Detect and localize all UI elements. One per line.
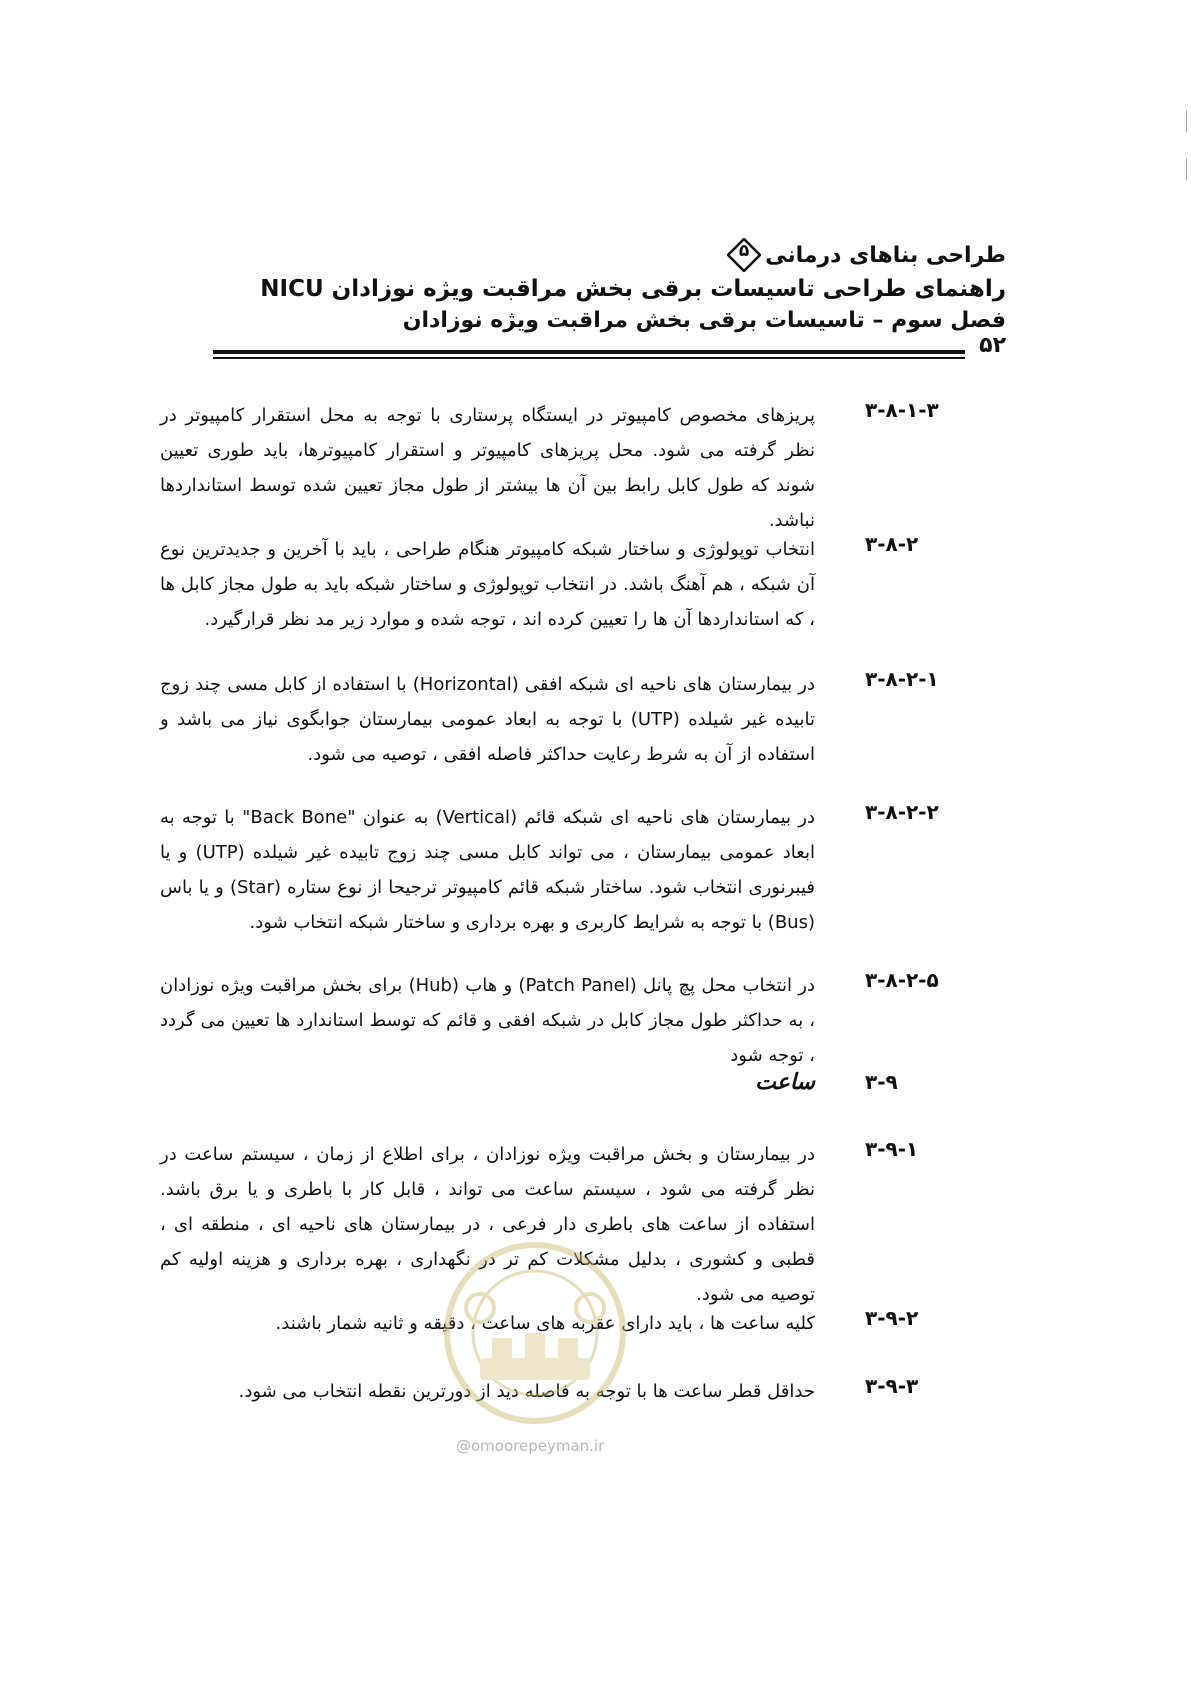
section-number: ۳-۹-۳	[865, 1374, 919, 1398]
section-number: ۳-۸-۲-۲	[865, 800, 939, 824]
header-rule-thin	[213, 357, 965, 359]
watermark-url: @omoorepeyman.ir	[456, 1437, 605, 1455]
section-number: ۳-۹	[865, 1070, 898, 1094]
section-number: ۳-۸-۱-۳	[865, 398, 939, 422]
section-3-8-1-3	[160, 398, 995, 531]
section-text: پریزهای مخصوص کامپیوتر در ایستگاه پرستاری با توجه به محل استقرار کامپیوتر در نظر گرفته می شود. محل پریزهای کامپیوتر و استقرار کامپیوترها، باید طوری تعیین شوند که طول کابل رابط بین آن ها بیشتر از طول مجاز تعیین شده توسط استانداردها نباشد.	[160, 405, 815, 531]
section-text: حداقل قطر ساعت ها با توجه به فاصله دید از دورترین نقطه انتخاب می شود.	[238, 1381, 815, 1402]
section-heading: ساعت	[755, 1070, 815, 1095]
series-badge-icon	[727, 238, 761, 272]
section-3-8-2	[160, 532, 995, 642]
page-header	[260, 238, 1006, 358]
header-rule-thick	[213, 350, 965, 354]
section-text: در بیمارستان های ناحیه ای شبکه قائم (Vertical) به عنوان "Back Bone" با توجه به ابعاد عمومی بیمارستان ، می تواند کابل مسی چند زوج تابیده غیر شیلده (UTP) و یا فیبرنوری انتخاب شود. ساختار شبکه قائم کامپیوتر ترجیحا از نوع ستاره (Star) و یا باس (Bus) با توجه به شرایط کاربری و بهره برداری و ساختار شبکه انتخاب شود.	[160, 807, 816, 933]
series-badge-number: ۵	[738, 241, 750, 261]
scan-edge-mark	[1186, 158, 1187, 180]
section-text: در بیمارستان های ناحیه ای شبکه افقی (Horizontal) با استفاده از کابل مسی چند زوج تابیده غیر شیلده (UTP) با توجه به ابعاد عمومی بیمارستان جوابگوی نیاز می باشد و استفاده از آن به شرط رعایت حداکثر فاصله افقی ، توصیه می شود.	[160, 674, 815, 765]
section-3-8-2-5	[160, 968, 995, 1066]
section-text: انتخاب توپولوژی و ساختار شبکه کامپیوتر هنگام طراحی ، باید با آخرین و جدیدترین نوع آن شبکه ، هم آهنگ باشد. در انتخاب توپولوژی و ساختار شبکه باید به طول مجاز کابل ها ، که استانداردها آن ها را تعیین کرده اند ، توجه شده و موارد زیر مد نظر قرارگیرد.	[160, 539, 815, 630]
section-3-8-2-1	[160, 667, 995, 777]
section-3-8-2-2	[160, 800, 995, 945]
section-number: ۳-۹-۱	[865, 1137, 919, 1161]
section-number: ۳-۹-۲	[865, 1306, 919, 1330]
section-text: در انتخاب محل پچ پانل (Patch Panel) و هاب (Hub) برای بخش مراقبت ویژه نوزادان ، به حداکثر طول مجاز کابل در شبکه افقی و قائم که توسط استاندارد ها تعیین می گردد ، توجه شود	[160, 975, 815, 1066]
section-text: در بیمارستان و بخش مراقبت ویژه نوزادان ، برای اطلاع از زمان ، سیستم ساعت در نظر گرفته می شود ، سیستم ساعت می تواند ، قابل کار با باطری و یا برق باشد. استفاده از ساعت های باطری دار فرعی ، در بیمارستان های ناحیه ای ، منطقه ای ، قطبی و کشوری ، بدلیل مشکلات کم تر در نگهداری ، بهره برداری و هزینه اولیه کم توصیه می شود.	[160, 1144, 815, 1305]
header-guide-title: راهنمای طراحی تاسیسات برقی بخش مراقبت ویژه نوزادان NICU	[260, 276, 1006, 302]
section-3-9-heading	[160, 1070, 995, 1110]
section-number: ۳-۸-۲-۵	[865, 968, 939, 992]
seal-icon	[440, 1238, 630, 1428]
scan-edge-mark	[1186, 110, 1187, 132]
header-chapter-title: فصل سوم – تاسیسات برقی بخش مراقبت ویژه نوزادان	[402, 308, 1006, 333]
page-number: ۵۲	[979, 333, 1006, 358]
section-number: ۳-۸-۲	[865, 532, 919, 556]
section-number: ۳-۸-۲-۱	[865, 667, 939, 691]
header-series-title	[260, 238, 1006, 272]
series-title-text: طراحی بناهای درمانی	[765, 242, 1006, 268]
section-text: کلیه ساعت ها ، باید دارای عقربه های ساعت ، دقیقه و ثانیه شمار باشند.	[275, 1313, 815, 1334]
